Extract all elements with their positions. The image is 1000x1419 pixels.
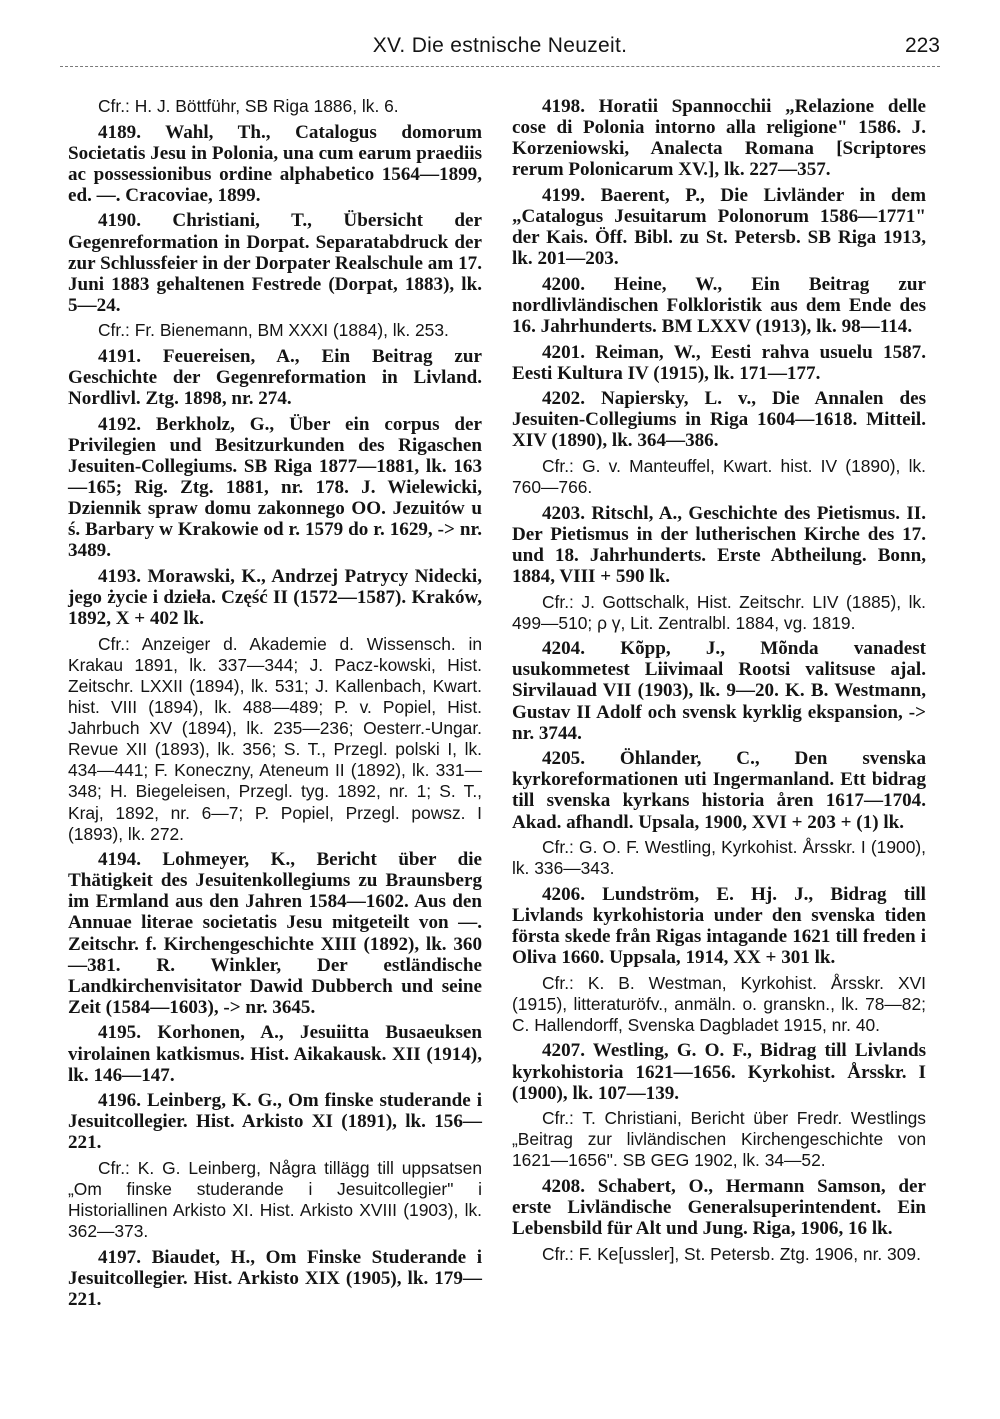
bibliography-entry: 4195. Korhonen, A., Jesuiitta Busaeuksen virolainen katkismus. Hist. Aikakausk. XII (1914), lk. 146—147. (68, 1022, 482, 1086)
citation-note: Cfr.: Anzeiger d. Akademie d. Wissensch. in Krakau 1891, lk. 337—344; J. Pacz-kowski, Hist. Zeitschr. LXXII (1894), lk. 531; J. Kallenbach, Kwart. hist. VIII (1894), lk. 488—489; P. v. Popiel, Hist. Jahrbuch XV (1894), lk. 235—236; Oesterr.-Ungar. Revue XII (1893), lk. 356; S. T., Przegl. polski I, lk. 434—441; F. Koneczny, Ateneum II (1892), lk. 331—348; H. Biegeleisen, Przegl. tyg. 1892, nr. 1; S. T., Kraj, 1892, nr. 6—7; P. Popiel, Przegl. powsz. I (1893), lk. 272. (68, 633, 482, 844)
bibliography-entry: 4191. Feuereisen, A., Ein Beitrag zur Geschichte der Gegenreformation in Livland. Nordlivl. Ztg. 1898, nr. 274. (68, 346, 482, 410)
citation-note: Cfr.: Fr. Bienemann, BM XXXI (1884), lk. 253. (98, 320, 449, 341)
bibliography-entry: 4190. Christiani, T., Übersicht der Gegenreformation in Dorpat. Separatabdruck der zur Schlussfeier in der Dorpater Realschule am 17. Juni 1883 gehaltenen Festrede (Dorpat, 1883), lk. 5—24. (68, 210, 482, 316)
citation-note: Cfr.: J. Gottschalk, Hist. Zeitschr. LIV (1885), lk. 499—510; ρ γ, Lit. Zentralbl. 1884, vg. 1819. (512, 591, 926, 633)
citation-note: Cfr.: F. Ke[ussler], St. Petersb. Ztg. 1906, nr. 309. (542, 1243, 921, 1264)
left-column (68, 96, 482, 1315)
bibliography-entry: 4192. Berkholz, G., Über ein corpus der Privilegien und Besitzurkunden des Rigaschen Jesuiten-Collegiums. SB Riga 1877—1881, lk. 163—165; Rig. Ztg. 1881, nr. 178. J. Wielewicki, Dziennik spraw domu zakonnego OO. Jezuitów u ś. Barbary w Krakowie od r. 1579 do r. 1629, -> nr. 3489. (68, 413, 482, 562)
bibliography-entry: 4206. Lundström, E. Hj. J., Bidrag till Livlands kyrkohistoria under den svenska tiden första skede från Rigas intagande 1621 till freden i Oliva 1660. Uppsala, 1914, XX + 301 lk. (512, 883, 926, 969)
bibliography-entry: 4204. Kõpp, J., Mõnda vanadest usukommetest Liivimaal Rootsi valitsuse ajal. Sirvilauad VII (1903), lk. 9—20. K. B. Westmann, Gustav II Adolf och svensk kyrklig ekspansion, -> nr. 3744. (512, 638, 926, 744)
bibliography-entry: 4197. Biaudet, H., Om Finske Studerande i Jesuitcollegier. Hist. Arkisto XIX (1905), lk. 179—221. (68, 1246, 482, 1311)
bibliography-entry: 4196. Leinberg, K. G., Om finske studerande i Jesuitcollegier. Hist. Arkisto XI (1891), lk. 156—221. (68, 1090, 482, 1154)
bibliography-entry: 4203. Ritschl, A., Geschichte des Pietismus. II. Der Pietismus in der lutherischen Kirche des 17. und 18. Jahrhunderts. Erste Abtheilung. Bonn, 1884, VIII + 590 lk. (512, 502, 926, 587)
running-head: XV. Die estnische Neuzeit. (372, 34, 628, 57)
citation-note: Cfr.: G. O. F. Westling, Kyrkohist. Årsskr. I (1900), lk. 336—343. (512, 837, 926, 879)
bibliography-entry: 4199. Baerent, P., Die Livländer in dem „Catalogus Jesuitarum Polonorum 1586—1771" der Kais. Öff. Bibl. zu St. Petersb. SB Riga 1913, lk. 201—203. (512, 184, 926, 270)
header-rule (60, 66, 940, 67)
page-number: 223 (904, 34, 940, 57)
bibliography-entry: 4208. Schabert, O., Hermann Samson, der erste Livländische Generalsuperintendent. Ein Lebensbild für Alt und Jung. Riga, 1906, 16 lk. (512, 1176, 926, 1240)
bibliography-entry: 4198. Horatii Spannocchii „Relazione delle cose di Polonia intorno alla religione" 1586. J. Korzeniowski, Analecta Romana [Scriptores rerum Polonicarum XV.], lk. 227—357. (512, 96, 926, 181)
bibliography-entry: 4200. Heine, W., Ein Beitrag zur nordlivländischen Folkloristik aus dem Ende des 16. Jahrhunderts. BM LXXV (1913), lk. 98—114. (512, 273, 926, 337)
citation-note: Cfr.: T. Christiani, Bericht über Fredr. Westlings „Beitrag zur livländischen Kirchengeschichte von 1621—1656". SB GEG 1902, lk. 34—52. (512, 1108, 926, 1171)
citation-note: Cfr.: K. B. Westman, Kyrkohist. Årsskr. XVI (1915), litteraturöfv., anmäln. o. granskn., lk. 78—82; C. Hallendorff, Svenska Dagbladet 1915, nr. 40. (512, 972, 926, 1035)
citation-note: Cfr.: H. J. Böttführ, SB Riga 1886, lk. 6. (98, 96, 399, 116)
citation-note: Cfr.: G. v. Manteuffel, Kwart. hist. IV (1890), lk. 760—766. (512, 456, 926, 498)
page-header (60, 34, 940, 64)
bibliography-entry: 4193. Morawski, K., Andrzej Patrycy Nidecki, jego życie i dzieła. Część II (1572—1587). Kraków, 1892, X + 402 lk. (68, 565, 482, 630)
bibliography-entry: 4189. Wahl, Th., Catalogus domorum Societatis Jesu in Polonia, una cum earum praediis ac possessionibus ordine alphabetico 1564—1899, ed. —. Cracoviae, 1899. (68, 121, 482, 206)
bibliography-entry: 4202. Napiersky, L. v., Die Annalen des Jesuiten-Collegiums in Riga 1604—1618. Mitteil. XIV (1890), lk. 364—386. (512, 388, 926, 452)
bibliography-entry: 4194. Lohmeyer, K., Bericht über die Thätigkeit des Jesuitenkollegiums zu Braunsberg im Ermland aus den Jahren 1584—1602. Aus den Annuae literae societatis Jesu mitgeteilt von —. Zeitschr. f. Kirchengeschichte XIII (1892), lk. 360—381. R. Winkler, Der estländische Landkirchenvisitator Dawid Dubberch und seine Zeit (1584—1603), -> nr. 3645. (68, 849, 482, 1018)
citation-note: Cfr.: K. G. Leinberg, Några tillägg till uppsatsen „Om finske studerande i Jesuitcollegier" i Historiallinen Arkisto XI. Hist. Arkisto XVIII (1903), lk. 362—373. (68, 1158, 482, 1242)
bibliography-entry: 4201. Reiman, W., Eesti rahva usuelu 1587. Eesti Kultura IV (1915), lk. 171—177. (512, 341, 926, 384)
right-column (512, 96, 926, 1269)
bibliography-entry: 4207. Westling, G. O. F., Bidrag till Livlands kyrkohistoria 1621—1656. Kyrkohist. Årsskr. I (1900), lk. 107—139. (512, 1040, 926, 1104)
bibliography-entry: 4205. Öhlander, C., Den svenska kyrkoreformationen uti Ingermanland. Ett bidrag till svenska kyrkans historia åren 1617—1704. Akad. afhandl. Upsala, 1900, XVI + 203 + (1) lk. (512, 748, 926, 833)
